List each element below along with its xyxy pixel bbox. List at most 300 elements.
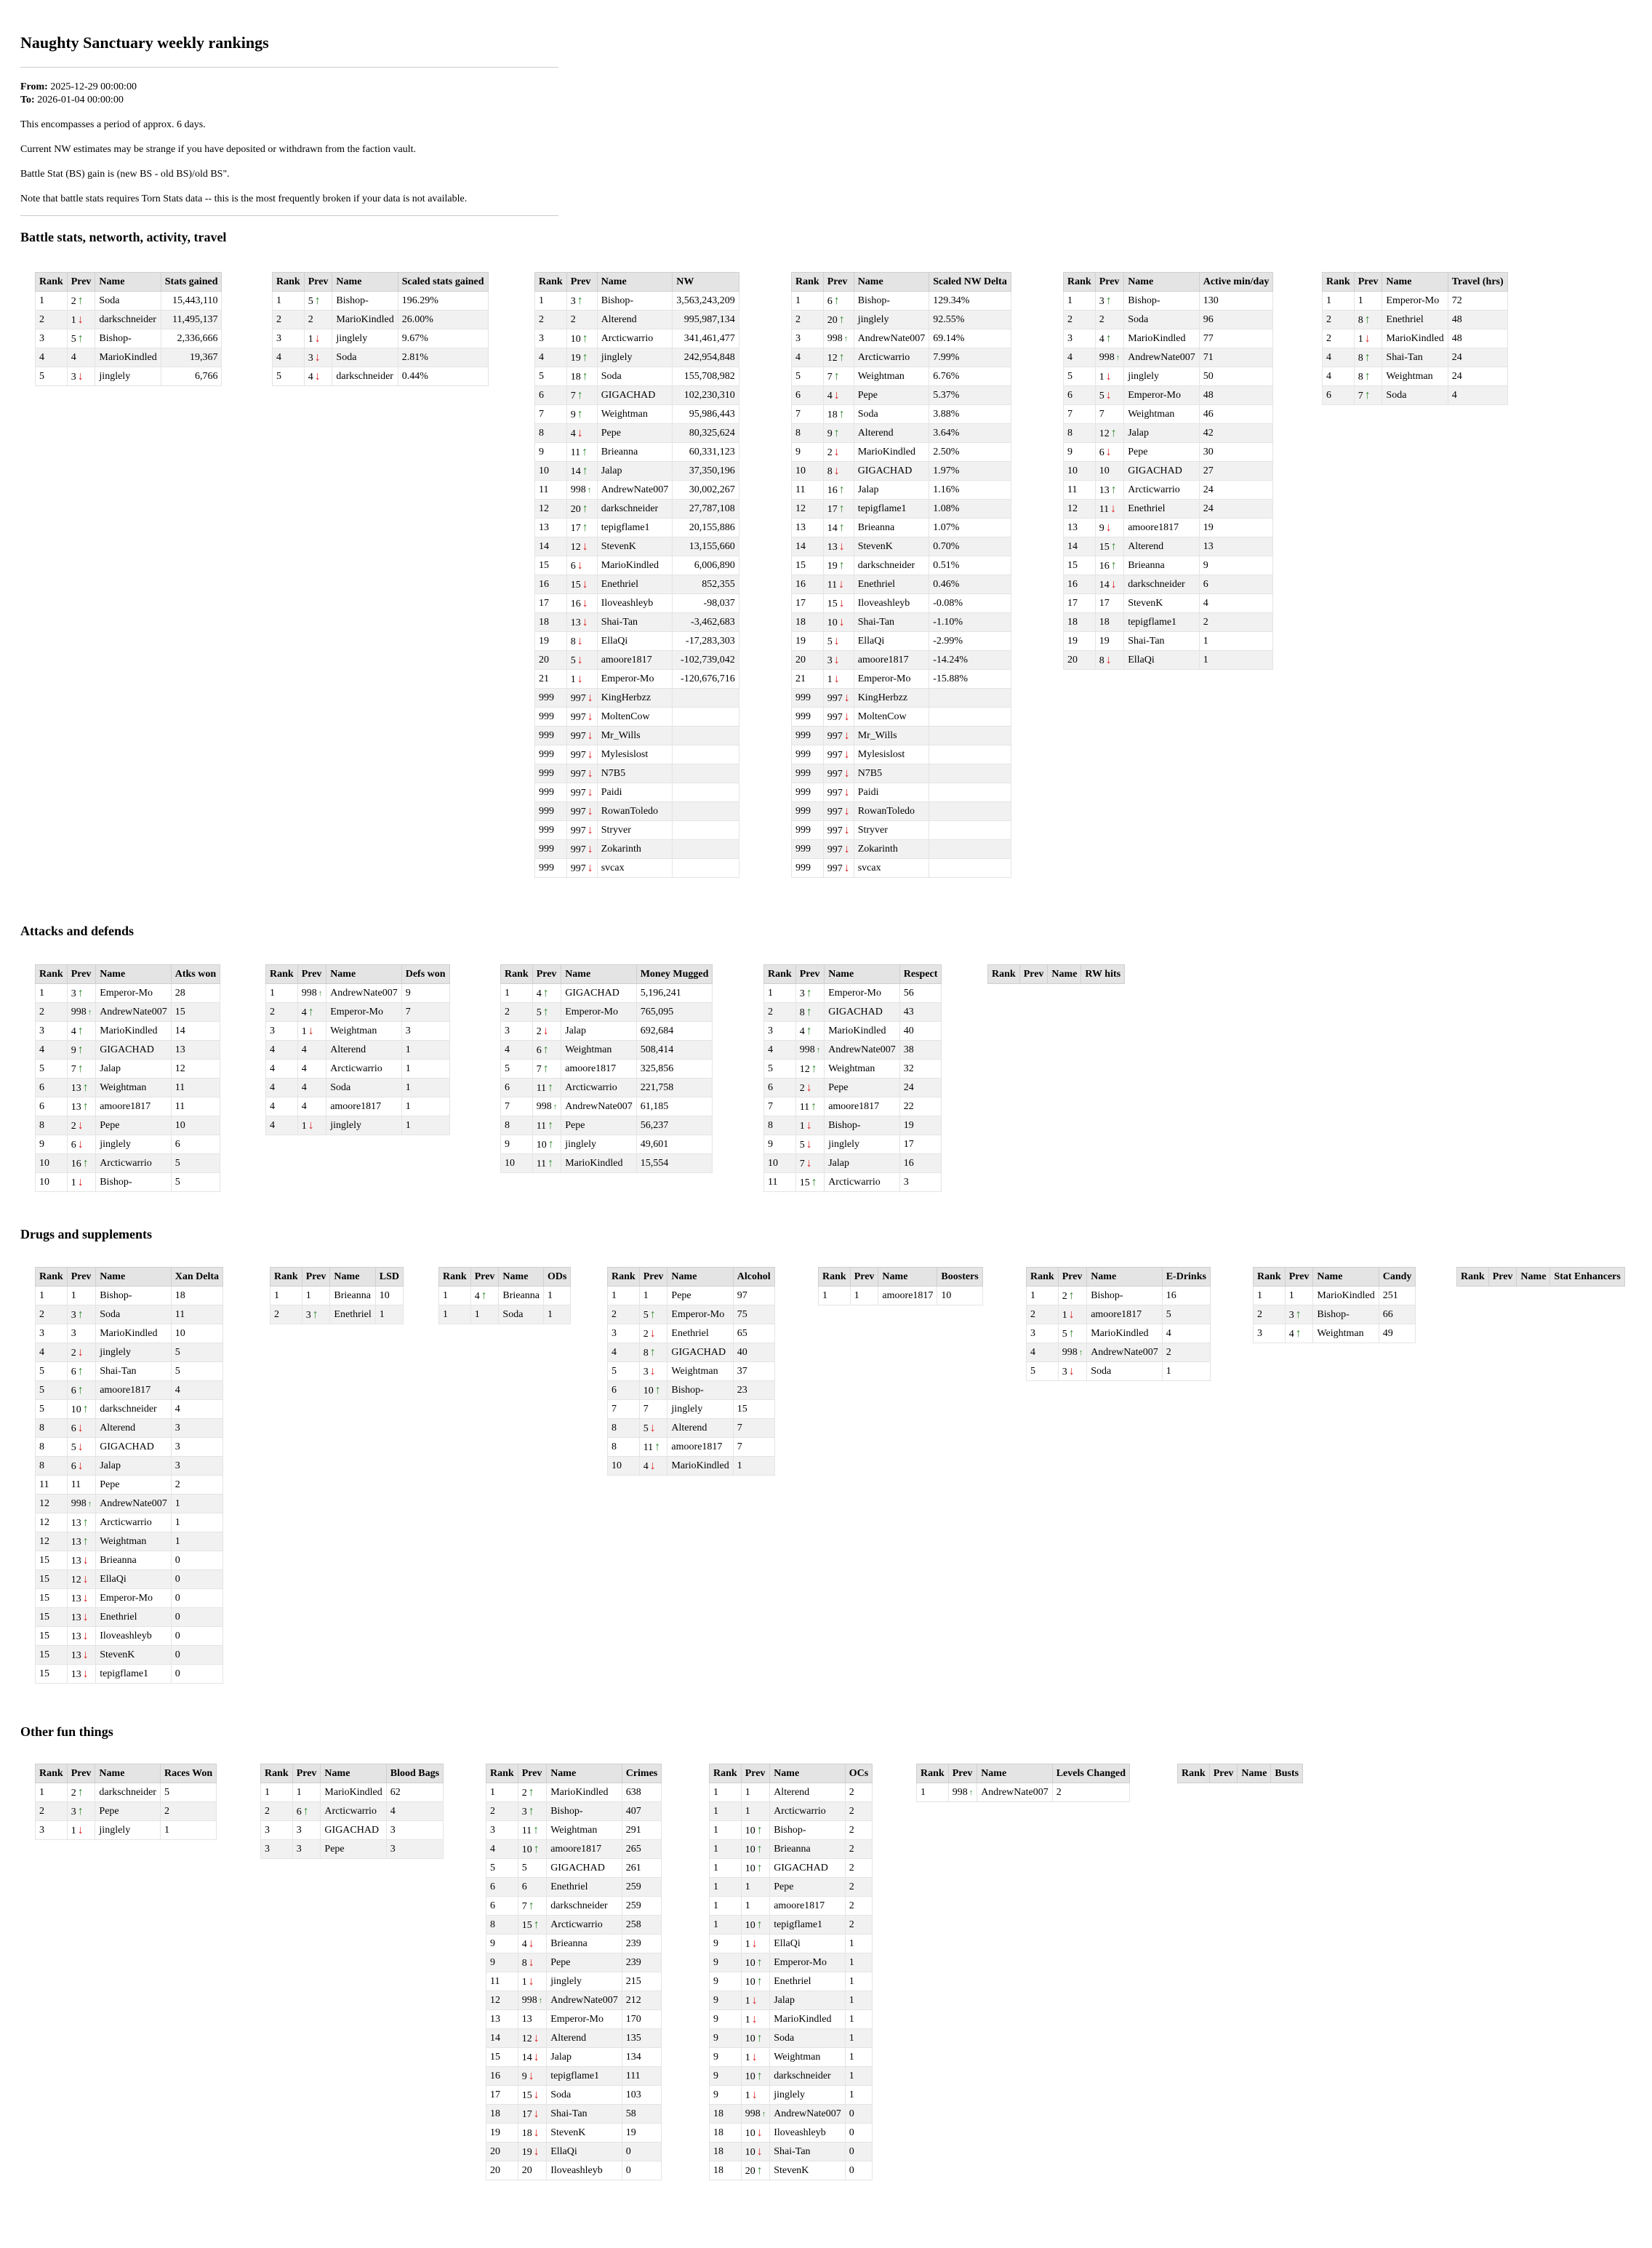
prev-cell	[67, 1457, 96, 1476]
column-header-rank: Rank	[917, 1764, 949, 1783]
value-cell: 1.16%	[929, 481, 1011, 500]
value-cell: 97	[733, 1287, 774, 1305]
name-cell: GIGACHAD	[667, 1343, 733, 1362]
table-row	[1064, 481, 1273, 500]
prev-value: 17	[521, 2108, 532, 2120]
prev-value: 5	[643, 1423, 649, 1434]
prev-value: 5	[1099, 390, 1104, 401]
prev-cell	[741, 2067, 770, 2086]
arrow-down-icon: ↓	[1110, 502, 1117, 515]
table-row	[535, 443, 739, 462]
prev-value: 997	[570, 692, 586, 704]
rank-cell: 15	[36, 1608, 68, 1627]
rank-cell: 15	[535, 556, 567, 575]
prev-value: 19	[1099, 635, 1110, 647]
rank-cell: 2	[792, 311, 824, 329]
column-header-prev: Prev	[304, 273, 332, 292]
rank-cell: 4	[266, 1097, 298, 1116]
prev-value: 20	[521, 2164, 532, 2176]
rank-cell: 18	[710, 2161, 742, 2180]
rank-cell: 13	[1064, 519, 1096, 537]
value-cell	[673, 745, 739, 764]
rank-cell: 999	[792, 783, 824, 802]
value-cell: 40	[899, 1022, 942, 1041]
rank-cell: 6	[486, 1897, 518, 1916]
rank-cell: 3	[1027, 1324, 1059, 1343]
prev-value: 997	[570, 806, 586, 817]
arrow-down-icon: ↓	[756, 2145, 763, 2158]
table-row	[36, 1570, 223, 1589]
column-header-prev: Prev	[518, 1764, 547, 1783]
arrow-down-icon: ↓	[77, 1823, 84, 1836]
ranking-table-alcohol	[607, 1267, 775, 1476]
rank-cell: 2	[501, 1003, 533, 1022]
arrow-up-icon: ↑	[1105, 332, 1112, 345]
rank-cell: 7	[1064, 405, 1096, 424]
table-row	[36, 1097, 220, 1116]
name-cell: Shai-Tan	[854, 613, 929, 632]
value-cell: 0	[845, 2105, 872, 2124]
arrow-down-icon: ↓	[77, 1421, 84, 1434]
table-header-row	[36, 1268, 223, 1287]
column-header-prev: Prev	[948, 1764, 977, 1783]
value-cell: 37,350,196	[673, 462, 739, 481]
value-cell: 18	[171, 1287, 222, 1305]
rank-cell: 1	[36, 1287, 68, 1305]
value-cell: 20,155,886	[673, 519, 739, 537]
prev-cell	[532, 984, 561, 1003]
name-cell: Arcticwarrio	[597, 329, 673, 348]
prev-cell	[67, 1646, 96, 1665]
prev-value: 6	[296, 1806, 302, 1817]
name-cell: jinglely	[1124, 367, 1200, 386]
value-cell: 1	[845, 2067, 872, 2086]
prev-cell	[67, 1097, 96, 1116]
table-header-row	[270, 1268, 404, 1287]
prev-value: 997	[827, 844, 843, 855]
table-row	[1323, 292, 1508, 311]
arrow-up-icon: ↑	[542, 986, 549, 999]
value-cell: 134	[622, 2048, 662, 2067]
arrow-up-icon: ↑	[548, 1119, 554, 1132]
name-cell: Paidi	[597, 783, 673, 802]
arrow-up-icon: ↑	[82, 1100, 89, 1113]
prev-cell	[67, 1305, 96, 1324]
value-cell: 1	[171, 1513, 222, 1532]
value-cell: 48	[1448, 329, 1507, 348]
table-row	[273, 292, 489, 311]
name-cell: MarioKindled	[1087, 1324, 1163, 1343]
prev-value: 15	[827, 598, 838, 609]
prev-value: 19	[521, 2146, 532, 2158]
table-row	[270, 1287, 404, 1305]
table-row	[764, 1079, 942, 1097]
prev-value: 998	[1099, 351, 1115, 363]
prev-value: 1	[301, 1120, 307, 1132]
prev-cell	[518, 1897, 547, 1916]
prev-value: 19	[827, 560, 838, 572]
prev-value: 1	[745, 1881, 750, 1892]
name-cell: Bishop-	[95, 329, 161, 348]
arrow-up-icon: ↑	[838, 351, 845, 364]
arrow-up-icon: ↑	[1115, 353, 1120, 362]
value-cell: 9	[1199, 556, 1273, 575]
column-header-value: Scaled stats gained	[398, 273, 488, 292]
prev-value: 5	[799, 1139, 805, 1151]
rank-cell: 10	[501, 1154, 533, 1173]
prev-cell	[67, 1589, 96, 1608]
prev-cell	[823, 613, 854, 632]
value-cell: 2.50%	[929, 443, 1011, 462]
rank-cell: 18	[486, 2105, 518, 2124]
rank-cell: 1	[608, 1287, 640, 1305]
rank-cell: 999	[535, 859, 567, 878]
table-row	[535, 802, 739, 821]
table-row	[535, 500, 739, 519]
arrow-down-icon: ↓	[77, 1175, 84, 1188]
column-header-prev: Prev	[1019, 965, 1048, 984]
rank-cell: 1	[710, 1783, 742, 1802]
name-cell: tepigflame1	[547, 2067, 622, 2086]
name-cell: Weightman	[1313, 1324, 1379, 1343]
prev-value: 4	[1288, 1328, 1294, 1340]
name-cell: jinglely	[854, 311, 929, 329]
prev-cell	[639, 1324, 667, 1343]
prev-value: 10	[745, 1844, 755, 1855]
name-cell: EllaQi	[547, 2143, 622, 2161]
arrow-down-icon: ↓	[528, 2069, 534, 2082]
name-cell: Soda	[547, 2086, 622, 2105]
prev-cell	[823, 670, 854, 689]
value-cell: 6	[1199, 575, 1273, 594]
value-cell: 9.67%	[398, 329, 488, 348]
column-header-value: Travel (hrs)	[1448, 273, 1507, 292]
value-cell: 49,601	[636, 1135, 713, 1154]
prev-cell	[741, 1897, 770, 1916]
name-cell: Pepe	[96, 1476, 172, 1495]
value-cell: 2	[845, 1897, 872, 1916]
table-row	[710, 1991, 873, 2010]
name-cell: Arcticwarrio	[326, 1060, 402, 1079]
name-cell: Arcticwarrio	[1124, 481, 1200, 500]
table-row	[1064, 329, 1273, 348]
prev-value: 3	[308, 352, 313, 364]
table-row	[535, 367, 739, 386]
prev-cell	[639, 1419, 667, 1438]
prev-cell	[1058, 1305, 1087, 1324]
prev-value: 18	[1099, 616, 1110, 628]
prev-cell	[67, 1783, 95, 1802]
name-cell: jinglely	[326, 1116, 402, 1135]
value-cell: 215	[622, 1972, 662, 1991]
rank-cell: 17	[1064, 594, 1096, 613]
rank-cell: 3	[501, 1022, 533, 1041]
value-cell: 259	[622, 1897, 662, 1916]
rank-cell: 9	[535, 443, 567, 462]
prev-value: 10	[745, 1825, 755, 1836]
name-cell: Mr_Wills	[854, 727, 929, 745]
name-cell: tepigflame1	[770, 1916, 846, 1935]
prev-cell	[566, 348, 597, 367]
prev-cell	[741, 1878, 770, 1897]
column-header-value: Races Won	[160, 1764, 216, 1783]
name-cell: Bishop-	[1124, 292, 1200, 311]
name-cell: Weightman	[597, 405, 673, 424]
table-header-row	[1064, 273, 1273, 292]
table-header-row	[1254, 1268, 1416, 1287]
prev-cell	[566, 821, 597, 840]
prev-value: 12	[799, 1063, 810, 1075]
arrow-up-icon: ↑	[838, 483, 845, 496]
table-row	[535, 424, 739, 443]
prev-value: 18	[521, 2127, 532, 2139]
table-row	[486, 1783, 662, 1802]
table-row	[486, 2086, 662, 2105]
prev-cell	[566, 651, 597, 670]
table-row	[486, 2067, 662, 2086]
prev-cell	[741, 2010, 770, 2029]
prev-cell	[741, 2086, 770, 2105]
value-cell: 1	[401, 1041, 449, 1060]
value-cell: 24	[1199, 500, 1273, 519]
column-header-rank: Rank	[1027, 1268, 1059, 1287]
table-header-row	[764, 965, 942, 984]
prev-cell	[518, 1783, 547, 1802]
table-row	[486, 1878, 662, 1897]
value-cell: 1	[845, 1953, 872, 1972]
rank-cell: 999	[535, 727, 567, 745]
value-cell: 0.46%	[929, 575, 1011, 594]
table-row	[1027, 1343, 1211, 1362]
prev-value: 15	[570, 579, 581, 591]
table-row	[535, 594, 739, 613]
prev-value: 2	[1099, 313, 1104, 325]
prev-value: 10	[745, 1976, 755, 1988]
rank-cell: 11	[36, 1476, 68, 1495]
name-cell: Jalap	[770, 1991, 846, 2010]
prev-cell	[518, 1802, 547, 1821]
rank-cell: 8	[764, 1116, 796, 1135]
prev-value: 4	[474, 1290, 480, 1302]
prev-value: 8	[1099, 655, 1104, 666]
arrow-down-icon: ↓	[82, 1591, 89, 1604]
prev-cell	[67, 329, 95, 348]
value-cell: 1	[845, 2029, 872, 2048]
prev-value: 10	[745, 1919, 755, 1931]
prev-cell	[532, 1097, 561, 1116]
table-header-row	[261, 1764, 444, 1783]
arrow-up-icon: ↑	[806, 1024, 812, 1037]
table-row	[266, 1116, 450, 1135]
rank-cell: 3	[608, 1324, 640, 1343]
prev-value: 13	[71, 1555, 81, 1567]
rank-cell: 4	[1323, 367, 1355, 386]
ranking-table-respect	[763, 964, 942, 1192]
value-cell: 239	[622, 1935, 662, 1953]
table-row	[273, 329, 489, 348]
arrow-down-icon: ↓	[1105, 445, 1112, 458]
name-cell: Iloveashleyb	[597, 594, 673, 613]
table-header-row	[710, 1764, 873, 1783]
name-cell: Jalap	[597, 462, 673, 481]
name-cell: Arcticwarrio	[561, 1079, 637, 1097]
prev-cell	[67, 1041, 96, 1060]
column-header-prev: Prev	[532, 965, 561, 984]
table-row	[792, 443, 1011, 462]
table-row	[486, 2105, 662, 2124]
name-cell: Brieanna	[330, 1287, 375, 1305]
rank-cell: 21	[535, 670, 567, 689]
table-row	[1064, 500, 1273, 519]
table-row	[270, 1305, 404, 1324]
rank-cell: 1	[792, 292, 824, 311]
value-cell: 1	[171, 1495, 222, 1513]
name-cell: Pepe	[95, 1802, 161, 1821]
prev-cell	[566, 537, 597, 556]
prev-cell	[302, 1287, 330, 1305]
rank-cell: 8	[36, 1457, 68, 1476]
value-cell: 1	[543, 1305, 570, 1324]
name-cell: GIGACHAD	[597, 386, 673, 405]
prev-cell	[1058, 1324, 1087, 1343]
column-header-value: E-Drinks	[1162, 1268, 1210, 1287]
rank-cell: 5	[1064, 367, 1096, 386]
table-row	[535, 840, 739, 859]
divider-bottom	[20, 215, 558, 216]
name-cell: Stryver	[597, 821, 673, 840]
prev-cell	[518, 1935, 547, 1953]
prev-value: 6	[71, 1460, 76, 1472]
name-cell: Bishop-	[770, 1821, 846, 1840]
name-cell: amoore1817	[326, 1097, 402, 1116]
prev-value: 13	[71, 1612, 81, 1623]
name-cell: Enethriel	[854, 575, 929, 594]
prev-cell	[741, 1821, 770, 1840]
rank-cell: 6	[36, 1079, 68, 1097]
table-row	[710, 2086, 873, 2105]
note-period: This encompasses a period of approx. 6 days.	[20, 119, 206, 130]
prev-cell	[1058, 1287, 1087, 1305]
rank-cell: 2	[1323, 311, 1355, 329]
value-cell: 6.76%	[929, 367, 1011, 386]
name-cell: Enethriel	[1124, 500, 1200, 519]
table-row	[266, 1003, 450, 1022]
rank-cell: 3	[1064, 329, 1096, 348]
name-cell: Enethriel	[667, 1324, 733, 1343]
table-row	[36, 1060, 220, 1079]
value-cell: 3	[386, 1840, 443, 1859]
column-header-prev: Prev	[67, 965, 96, 984]
rank-cell: 3	[36, 1022, 68, 1041]
rank-cell: 12	[792, 500, 824, 519]
arrow-down-icon: ↓	[587, 823, 593, 836]
prev-cell	[518, 2124, 547, 2143]
name-cell: Arcticwarrio	[770, 1802, 846, 1821]
name-cell: Paidi	[854, 783, 929, 802]
column-header-value: ODs	[543, 1268, 570, 1287]
value-cell: 3.88%	[929, 405, 1011, 424]
column-header-name: Name	[878, 1268, 937, 1287]
value-cell: 170	[622, 2010, 662, 2029]
rank-cell: 8	[608, 1419, 640, 1438]
rank-cell: 5	[535, 367, 567, 386]
column-header-value: Atks won	[171, 965, 220, 984]
name-cell: Pepe	[561, 1116, 637, 1135]
prev-cell	[1058, 1362, 1087, 1381]
name-cell: Enethriel	[770, 1972, 846, 1991]
table-row	[36, 1589, 223, 1608]
prev-cell	[67, 1495, 96, 1513]
prev-cell	[566, 556, 597, 575]
prev-cell	[639, 1362, 667, 1381]
name-cell: Pepe	[547, 1953, 622, 1972]
prev-value: 10	[536, 1139, 547, 1151]
rank-cell: 999	[535, 689, 567, 708]
prev-value: 14	[570, 465, 581, 477]
arrow-down-icon: ↓	[756, 2126, 763, 2139]
prev-cell	[1095, 405, 1124, 424]
table-row	[501, 1003, 713, 1022]
prev-cell	[67, 984, 96, 1003]
prev-value: 5	[308, 295, 313, 307]
name-cell: Enethriel	[1382, 311, 1448, 329]
name-cell: Shai-Tan	[1124, 632, 1200, 651]
rank-cell: 13	[486, 2010, 518, 2029]
name-cell: EllaQi	[597, 632, 673, 651]
name-cell: Jalap	[96, 1457, 172, 1476]
rank-cell: 2	[36, 311, 68, 329]
prev-cell	[1095, 519, 1124, 537]
prev-value: 4	[536, 988, 542, 999]
value-cell	[673, 802, 739, 821]
column-header-prev: Prev	[1488, 1268, 1517, 1287]
name-cell: MarioKindled	[321, 1783, 386, 1802]
ranking-table-boosters	[818, 1267, 983, 1305]
name-cell: StevenK	[547, 2124, 622, 2143]
table-header-row	[792, 273, 1011, 292]
prev-value: 5	[827, 636, 833, 647]
prev-value: 1	[745, 1938, 750, 1950]
table-row	[501, 1097, 713, 1116]
prev-value: 998	[536, 1100, 552, 1112]
rank-cell: 2	[261, 1802, 293, 1821]
prev-value: 11	[799, 1101, 810, 1113]
prev-value: 20	[827, 314, 838, 326]
prev-value: 6	[71, 1139, 76, 1151]
value-cell: 72	[1448, 292, 1507, 311]
prev-cell	[1095, 500, 1124, 519]
name-cell: Pepe	[825, 1079, 900, 1097]
table-row	[36, 1173, 220, 1192]
rank-cell: 9	[710, 1953, 742, 1972]
arrow-down-icon: ↓	[77, 1137, 84, 1151]
arrow-up-icon: ↑	[87, 1499, 92, 1508]
value-cell: 1	[401, 1116, 449, 1135]
column-header-prev: Prev	[67, 1764, 95, 1783]
arrow-up-icon: ↑	[582, 332, 588, 345]
value-cell: 5,196,241	[636, 984, 713, 1003]
rank-cell: 6	[792, 386, 824, 405]
value-cell: 4	[171, 1400, 222, 1419]
table-row	[486, 2029, 662, 2048]
arrow-down-icon: ↓	[843, 785, 850, 799]
name-cell: Brieanna	[499, 1287, 544, 1305]
prev-cell	[1095, 594, 1124, 613]
rank-cell: 19	[792, 632, 824, 651]
prev-cell	[292, 1840, 321, 1859]
name-cell: Emperor-Mo	[326, 1003, 402, 1022]
prev-cell	[823, 859, 854, 878]
